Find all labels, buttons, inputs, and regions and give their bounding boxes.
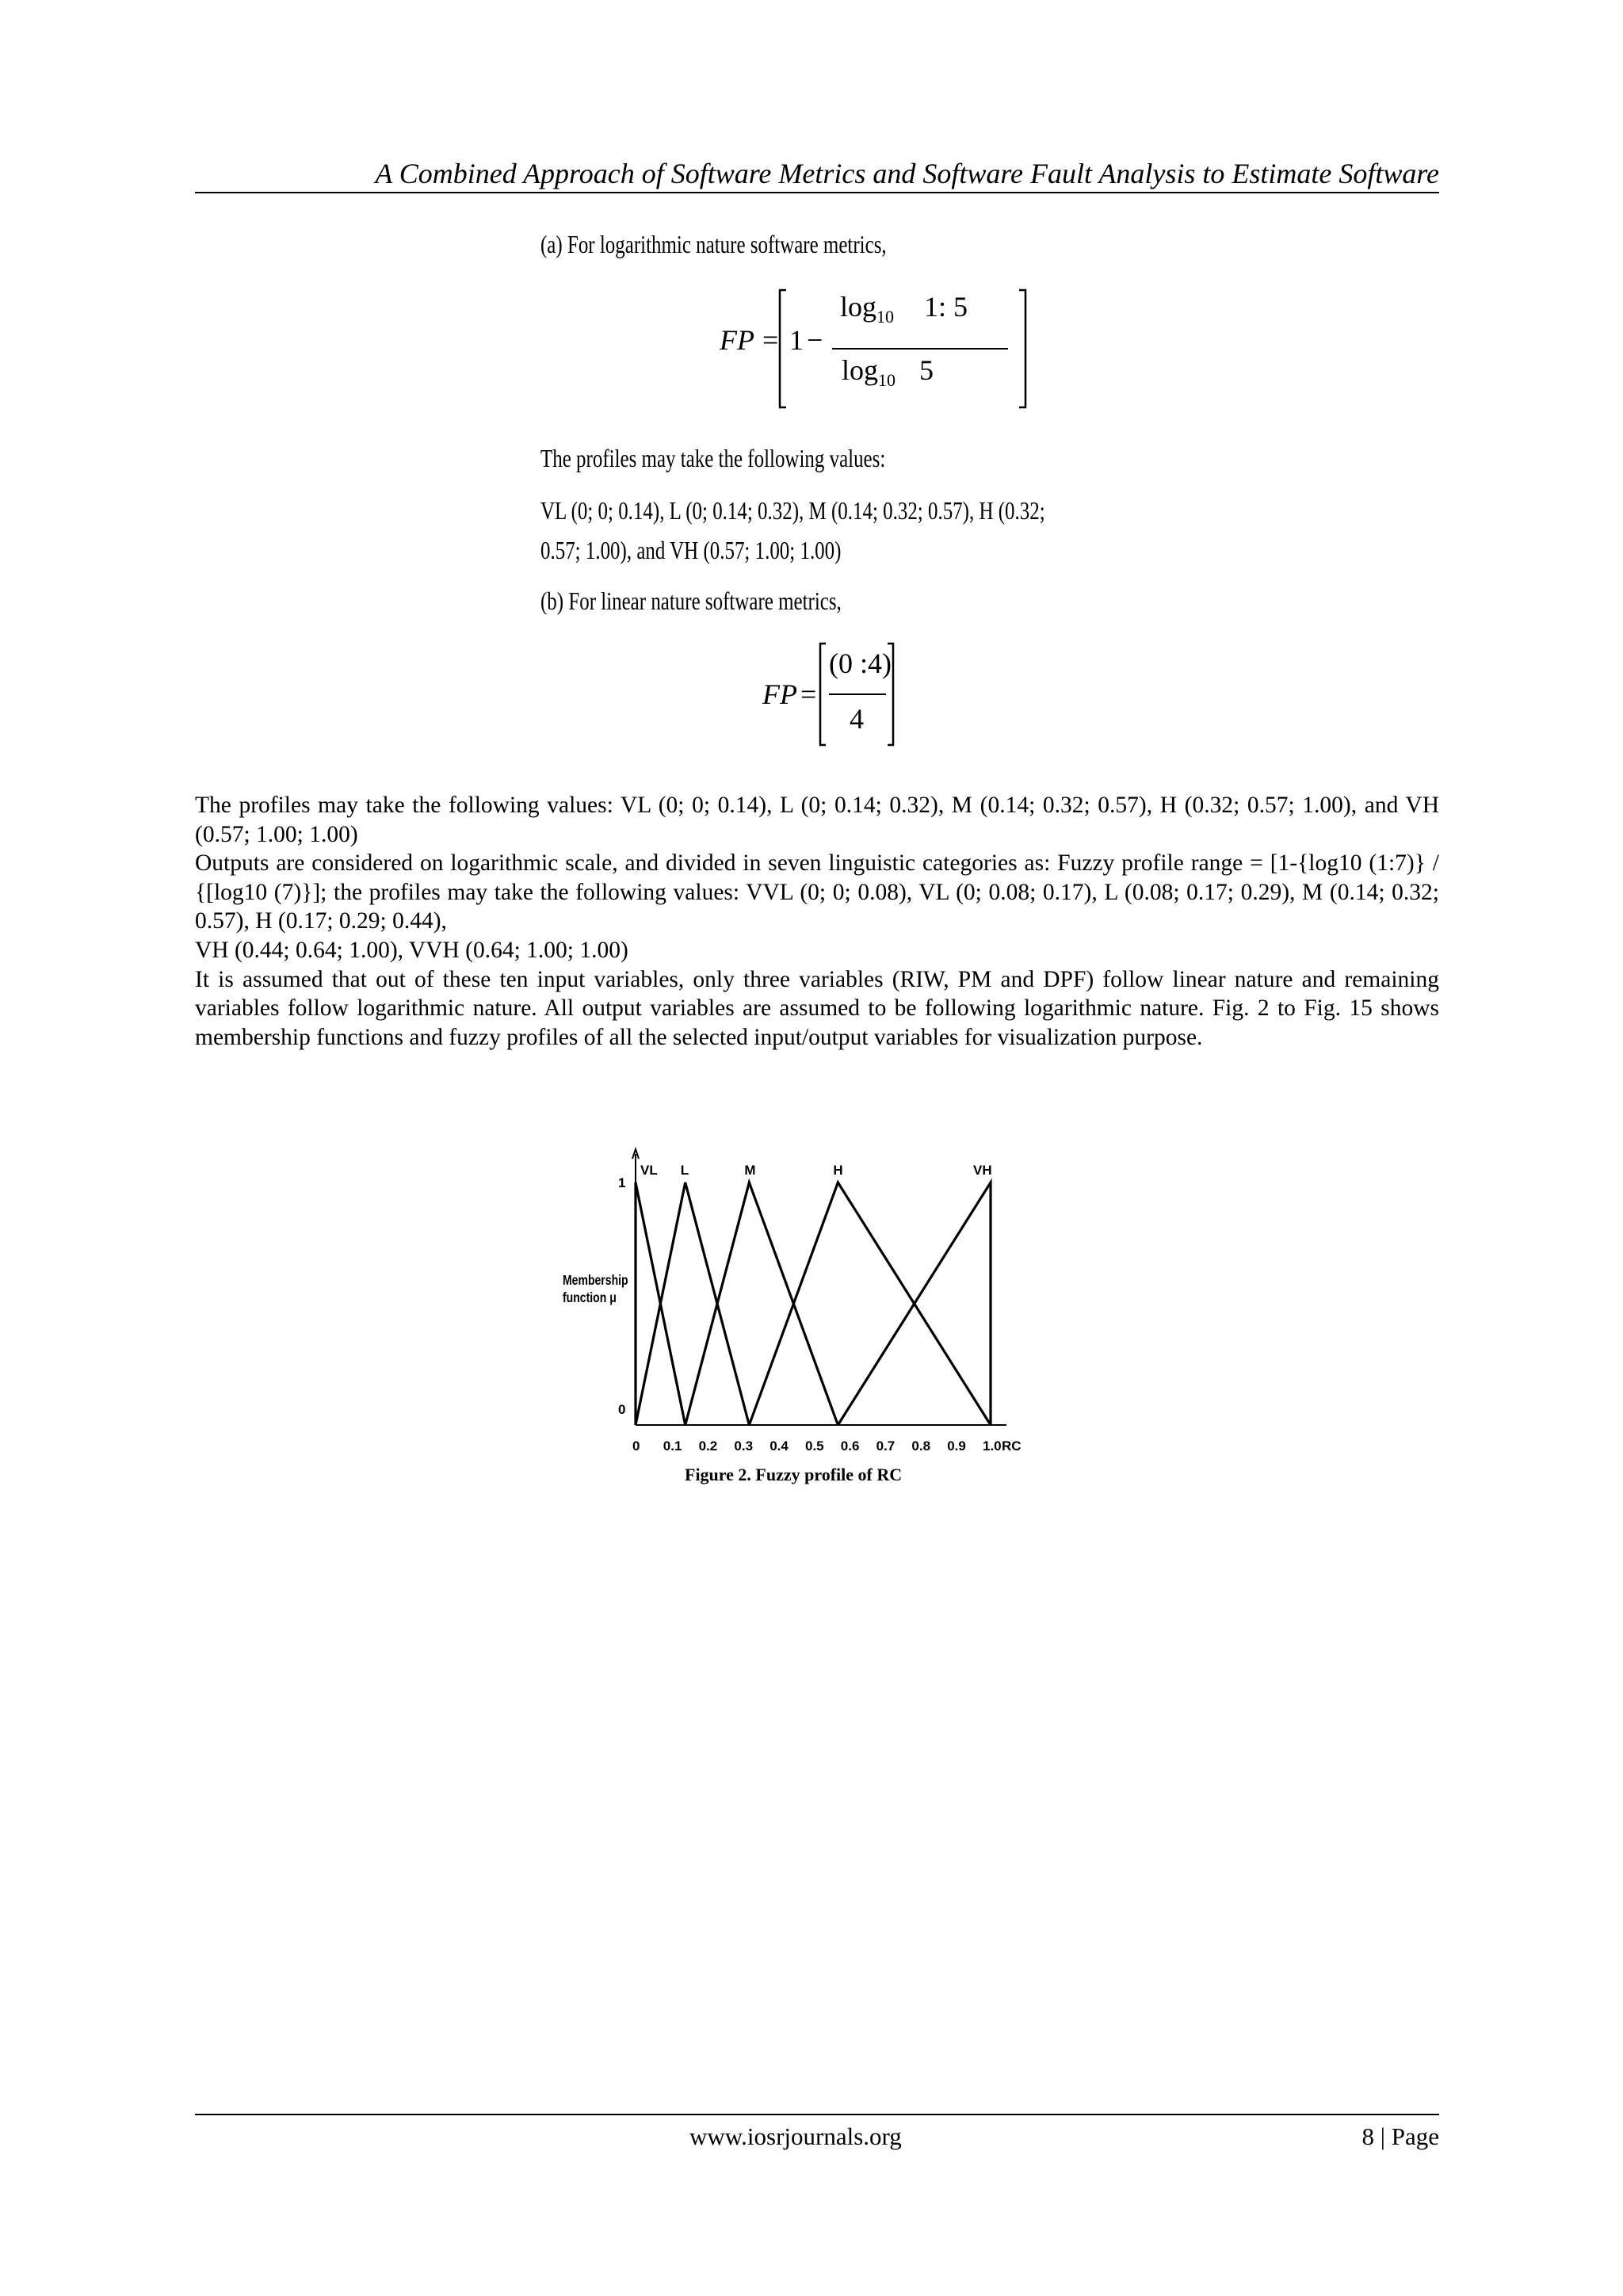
running-header [195,155,1439,193]
x-tick-label: 0.9 [947,1438,966,1454]
x-tick-label: 0 [632,1438,640,1454]
eq2-equals: = [800,678,817,710]
y-axis-label-line2: function μ [563,1289,617,1306]
x-tick-label: 0.3 [734,1438,754,1454]
x-tick-label: 0.4 [769,1438,789,1454]
footer-page-number: 8 | Page [1361,2122,1439,2150]
y-tick-label: 1 [618,1175,626,1190]
eq1-num-log: $\log_{10}$ [840,291,895,327]
x-axis-label: RC [1002,1438,1022,1454]
eq1-lhs: FP [720,324,754,356]
body-text [195,791,1439,1052]
series-label-m: M [744,1163,756,1178]
eq1-minus: − [807,324,823,356]
series-label-l: L [680,1163,689,1178]
eq1-den-log: $\log_{10}$ [842,354,896,391]
eq1-num-arg: 1: 5 [924,291,968,323]
header-title: A Combined Approach of Software Metrics and Software Fault Analysis to Estimate Software [375,158,1439,189]
figure-caption: Figure 2. Fuzzy profile of RC [685,1465,903,1484]
series-line-h [749,1182,991,1425]
series-label-vh: VH [973,1163,992,1178]
eq2-den: 4 [850,703,864,735]
eq2-lhs: FP [762,678,797,710]
paragraph-outputs: Outputs are considered on logarithmic scale, and divided in seven linguistic categories as: Fuzzy profile range = [1-{log10 (1:7)} / {[log10 (7)}]; the profiles may take the following values: VVL (0; 0; 0.08), VL (0; 0.08; 0.17), L (0.08; 0.17; 0.29), M (0.14; 0.32; 0.57), H (0.17; 0.29; 0.44), [195,850,1439,934]
case-a-label: (a) For logarithmic nature software metrics, [540,230,887,258]
profiles-intro: The profiles may take the following values: [540,444,886,472]
x-tick-label: 1.0 [983,1438,1002,1454]
figure-fuzzy-profile-rc [547,1141,1054,1490]
scanned-formula-block [523,214,1125,761]
eq1-equals: = [762,324,779,356]
y-axis-label-line1: Membership [563,1272,628,1289]
x-tick-label: 0.7 [876,1438,896,1454]
x-tick-label: 0.2 [698,1438,718,1454]
footer-rule [195,2114,1439,2115]
series-line-l [636,1182,749,1425]
series-label-vl: VL [640,1163,658,1178]
profiles-line-1: VL (0; 0; 0.14), L (0; 0.14; 0.32), M (0.14; 0.32; 0.57), H (0.32; [540,496,1045,525]
series-label-h: H [833,1163,843,1178]
paragraph-assumption: It is assumed that out of these ten input variables, only three variables (RIW, PM and DPF) follow linear nature and remaining variables follow logarithmic nature. All output variables are assumed to be following logarithmic nature. Fig. 2 to Fig. 15 shows membership functions and fuzzy profiles of all the selected input/output variables for visualization purpose. [195,966,1439,1050]
eq2-num: (0 :4) [829,648,892,679]
eq1-one: 1 [789,324,804,356]
paragraph-profiles: The profiles may take the following values: VL (0; 0; 0.14), L (0; 0.14; 0.32), M (0.14; 0.32; 0.57), H (0.32; 0.57; 1.00), and VH (0.57; 1.00; 1.00) [195,793,1439,847]
y-tick-label: 0 [618,1402,626,1417]
x-tick-label: 0.1 [663,1438,682,1454]
paragraph-vh-vvh: VH (0.44; 0.64; 1.00), VVH (0.64; 1.00; 1.00) [195,937,628,963]
profiles-line-2: 0.57; 1.00), and VH (0.57; 1.00; 1.00) [540,536,842,564]
x-tick-label: 0.5 [805,1438,824,1454]
fuzzy-profile-chart [547,1141,1054,1458]
x-tick-label: 0.6 [840,1438,860,1454]
x-tick-label: 0.8 [911,1438,931,1454]
eq1-den-arg: 5 [919,354,934,386]
series-lines [636,1163,992,1425]
footer-url: www.iosrjournals.org [689,2122,902,2150]
case-b-label: (b) For linear nature software metrics, [540,586,842,615]
